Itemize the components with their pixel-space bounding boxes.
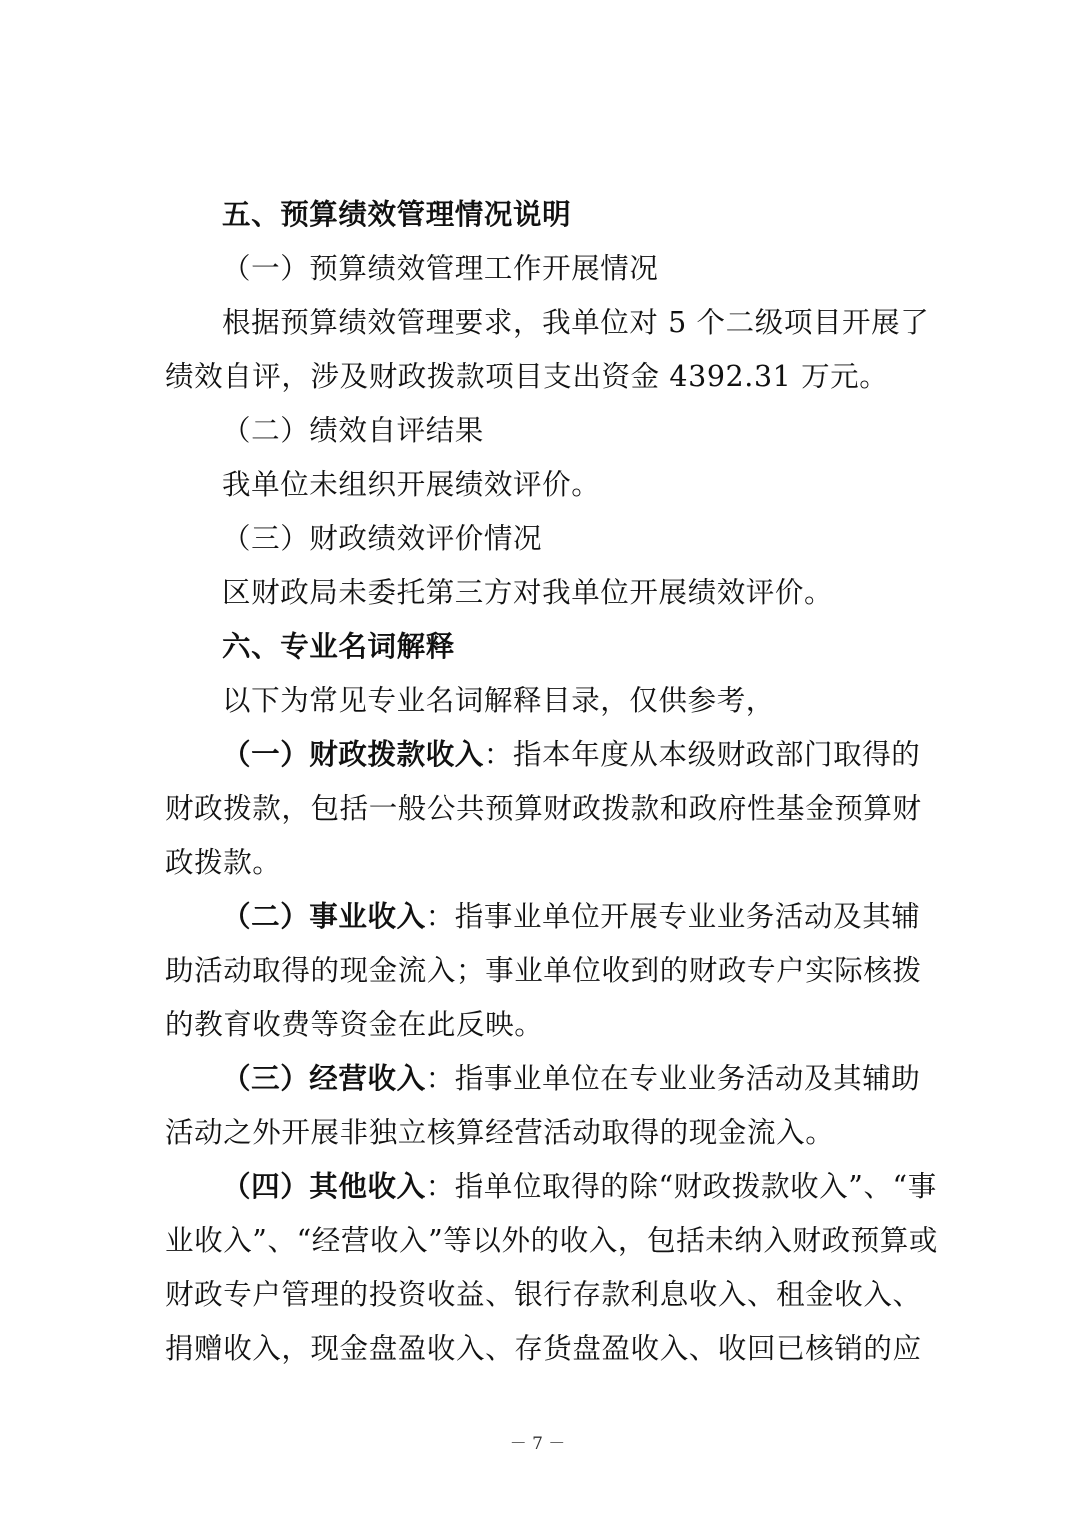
glossary-item-line: 业收入”、“经营收入”等以外的收入，包括未纳入财政预算或 [165,1224,939,1257]
glossary-item-line: 助活动取得的现金流入；事业单位收到的财政专户实际核拨 [165,954,922,987]
section-heading-budget-performance: 五、预算绩效管理情况说明 [222,198,572,231]
glossary-definition: ：指事业单位在专业业务活动及其辅助 [425,1062,921,1095]
glossary-term: （三）经营收入 [222,1062,426,1095]
glossary-term: （四）其他收入 [222,1170,426,1203]
section-heading-glossary: 六、专业名词解释 [222,630,455,663]
glossary-item-line: 财政拨款，包括一般公共预算财政拨款和政府性基金预算财 [165,792,922,825]
glossary-item-line: 捐赠收入，现金盘盈收入、存货盘盈收入、收回已核销的应 [165,1332,922,1365]
glossary-item-line [222,1052,942,1106]
glossary-term: （二）事业收入 [222,900,426,933]
paragraph-line: 区财政局未委托第三方对我单位开展绩效评价。 [222,576,834,609]
glossary-item-line [222,1160,942,1214]
glossary-definition: ：指单位取得的除“财政拨款收入”、“事 [425,1170,937,1203]
glossary-definition: ：指事业单位开展专业业务活动及其辅 [425,900,921,933]
glossary-item-line: 的教育收费等资金在此反映。 [165,1008,544,1041]
paragraph-line: 绩效自评，涉及财政拨款项目支出资金 4392.31 万元。 [165,360,889,393]
glossary-intro: 以下为常见专业名词解释目录，仅供参考， [222,684,775,717]
subsection-heading-self-evaluation: （二）绩效自评结果 [222,414,484,447]
glossary-item-line: 财政专户管理的投资收益、银行存款利息收入、租金收入、 [165,1278,922,1311]
glossary-item-line [222,890,942,944]
glossary-definition: ：指本年度从本级财政部门取得的 [483,738,921,771]
page-number: － 7 － [509,1434,566,1454]
paragraph-line: 根据预算绩效管理要求，我单位对 5 个二级项目开展了 [222,306,930,339]
glossary-item-line: 活动之外开展非独立核算经营活动取得的现金流入。 [165,1116,835,1149]
subsection-heading-finance-evaluation: （三）财政绩效评价情况 [222,522,543,555]
glossary-item-line [222,728,942,782]
glossary-item-line: 政拨款。 [165,846,282,879]
glossary-term: （一）财政拨款收入 [222,738,484,771]
subsection-heading-work-status: （一）预算绩效管理工作开展情况 [222,252,659,285]
paragraph-line: 我单位未组织开展绩效评价。 [222,468,601,501]
